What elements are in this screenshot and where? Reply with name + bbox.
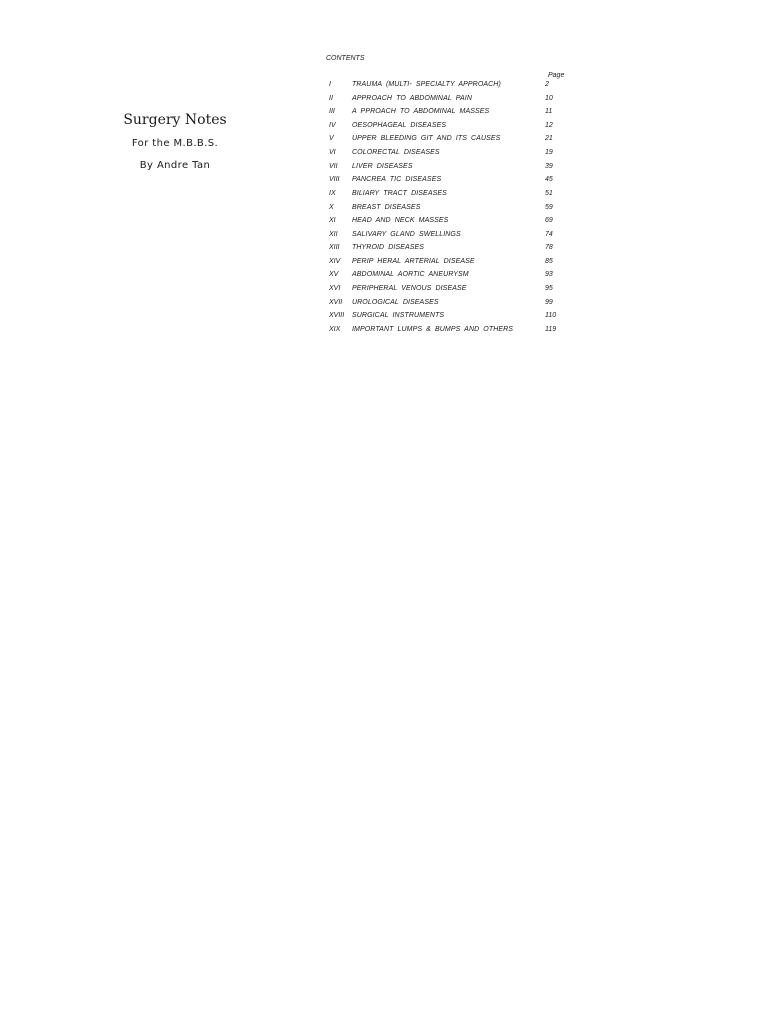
cover-block <box>120 112 230 182</box>
toc-entry-number: IX <box>329 190 336 197</box>
toc-entry-title: UPPER BLEEDING GIT AND ITS CAUSES <box>352 135 501 142</box>
toc-entry-page: 39 <box>545 163 553 170</box>
toc-entry <box>326 299 576 309</box>
toc-entry-title: LIVER DISEASES <box>352 163 413 170</box>
toc-entry-title: ABDOMINAL AORTIC ANEURYSM <box>352 271 469 278</box>
toc-entry-number: VII <box>329 163 338 170</box>
toc-entry <box>326 149 576 159</box>
toc-entry-page: 59 <box>545 204 553 211</box>
toc-entry-page: 93 <box>545 271 553 278</box>
document-title: Surgery Notes <box>123 112 227 128</box>
toc-entry-title: SURGICAL INSTRUMENTS <box>352 312 445 319</box>
toc-entry <box>326 258 576 268</box>
document-subtitle: For the M.B.B.S. <box>131 138 219 149</box>
toc-entry-number: XVI <box>329 285 341 292</box>
toc-entry-number: XVIII <box>329 312 345 319</box>
toc-entry-title: PERIPHERAL VENOUS DISEASE <box>352 285 467 292</box>
toc-entry-number: XIX <box>329 326 341 333</box>
toc-entry-page: 45 <box>545 176 553 183</box>
toc-entry <box>326 81 576 91</box>
toc-entry <box>326 190 576 200</box>
toc-entry-page: 2 <box>545 81 549 88</box>
toc-entry-title: OESOPHAGEAL DISEASES <box>352 122 447 129</box>
toc-entry-number: XIV <box>329 258 341 265</box>
toc-entry <box>326 204 576 214</box>
toc-entry-page: 78 <box>545 244 553 251</box>
toc-entry-number: VIII <box>329 176 340 183</box>
toc-entry-page: 51 <box>545 190 553 197</box>
toc-entry <box>326 163 576 173</box>
toc-entry-number: X <box>329 204 334 211</box>
toc-entry-number: XI <box>329 217 336 224</box>
toc-entry-number: V <box>329 135 334 142</box>
toc-entry-page: 74 <box>545 231 553 238</box>
toc-entry-page: 110 <box>545 312 557 319</box>
toc-entry-number: II <box>329 95 333 102</box>
toc-entry <box>326 285 576 295</box>
toc-entry-title: BILIARY TRACT DISEASES <box>352 190 447 197</box>
toc-entry-title: SALIVARY GLAND SWELLINGS <box>352 231 461 238</box>
toc-entry <box>326 95 576 105</box>
toc-entry-title: APPROACH TO ABDOMINAL PAIN <box>352 95 472 102</box>
toc-entry <box>326 326 576 336</box>
toc-entry <box>326 271 576 281</box>
toc-entry-page: 95 <box>545 285 553 292</box>
toc-entry-page: 10 <box>545 95 553 102</box>
toc-entry <box>326 231 576 241</box>
toc-entry-page: 12 <box>545 122 553 129</box>
toc-entry <box>326 244 576 254</box>
toc-entry-page: 19 <box>545 149 553 156</box>
toc-entry <box>326 122 576 132</box>
toc-entry-number: XII <box>329 231 338 238</box>
toc-entry-title: UROLOGICAL DISEASES <box>352 299 439 306</box>
toc-entry <box>326 108 576 118</box>
toc-entry-number: III <box>329 108 335 115</box>
toc-entry-page: 99 <box>545 299 553 306</box>
toc-entry-title: IMPORTANT LUMPS & BUMPS AND OTHERS <box>352 326 514 333</box>
page-column-heading: Page <box>548 72 565 79</box>
toc-entry-number: I <box>329 81 331 88</box>
toc-entry-page: 21 <box>545 135 553 142</box>
toc-entry <box>326 217 576 227</box>
toc-entry-title: A PPROACH TO ABDOMINAL MASSES <box>352 108 490 115</box>
toc-entry-page: 119 <box>545 326 557 333</box>
toc-entry-title: COLORECTAL DISEASES <box>352 149 440 156</box>
toc-entry-title: THYROID DISEASES <box>352 244 425 251</box>
toc-entry <box>326 135 576 145</box>
toc-entry-page: 69 <box>545 217 553 224</box>
toc-entry-page: 85 <box>545 258 553 265</box>
toc-entry-title: PERIP HERAL ARTERIAL DISEASE <box>352 258 475 265</box>
toc-entry-number: VI <box>329 149 336 156</box>
toc-entry-title: PANCREA TIC DISEASES <box>352 176 442 183</box>
toc-entry-page: 11 <box>545 108 553 115</box>
toc-entry-number: XIII <box>329 244 340 251</box>
toc-entry-title: TRAUMA (MULTI- SPECIALTY APPROACH) <box>352 81 501 88</box>
toc-entry <box>326 176 576 186</box>
toc-entry-number: XV <box>329 271 339 278</box>
contents-heading: CONTENTS <box>326 55 365 62</box>
toc-entry-title: BREAST DISEASES <box>352 204 421 211</box>
document-author: By Andre Tan <box>139 160 211 171</box>
toc-entry-title: HEAD AND NECK MASSES <box>352 217 449 224</box>
toc-entry-number: XVII <box>329 299 343 306</box>
toc-entry <box>326 312 576 322</box>
toc-entry-number: IV <box>329 122 336 129</box>
